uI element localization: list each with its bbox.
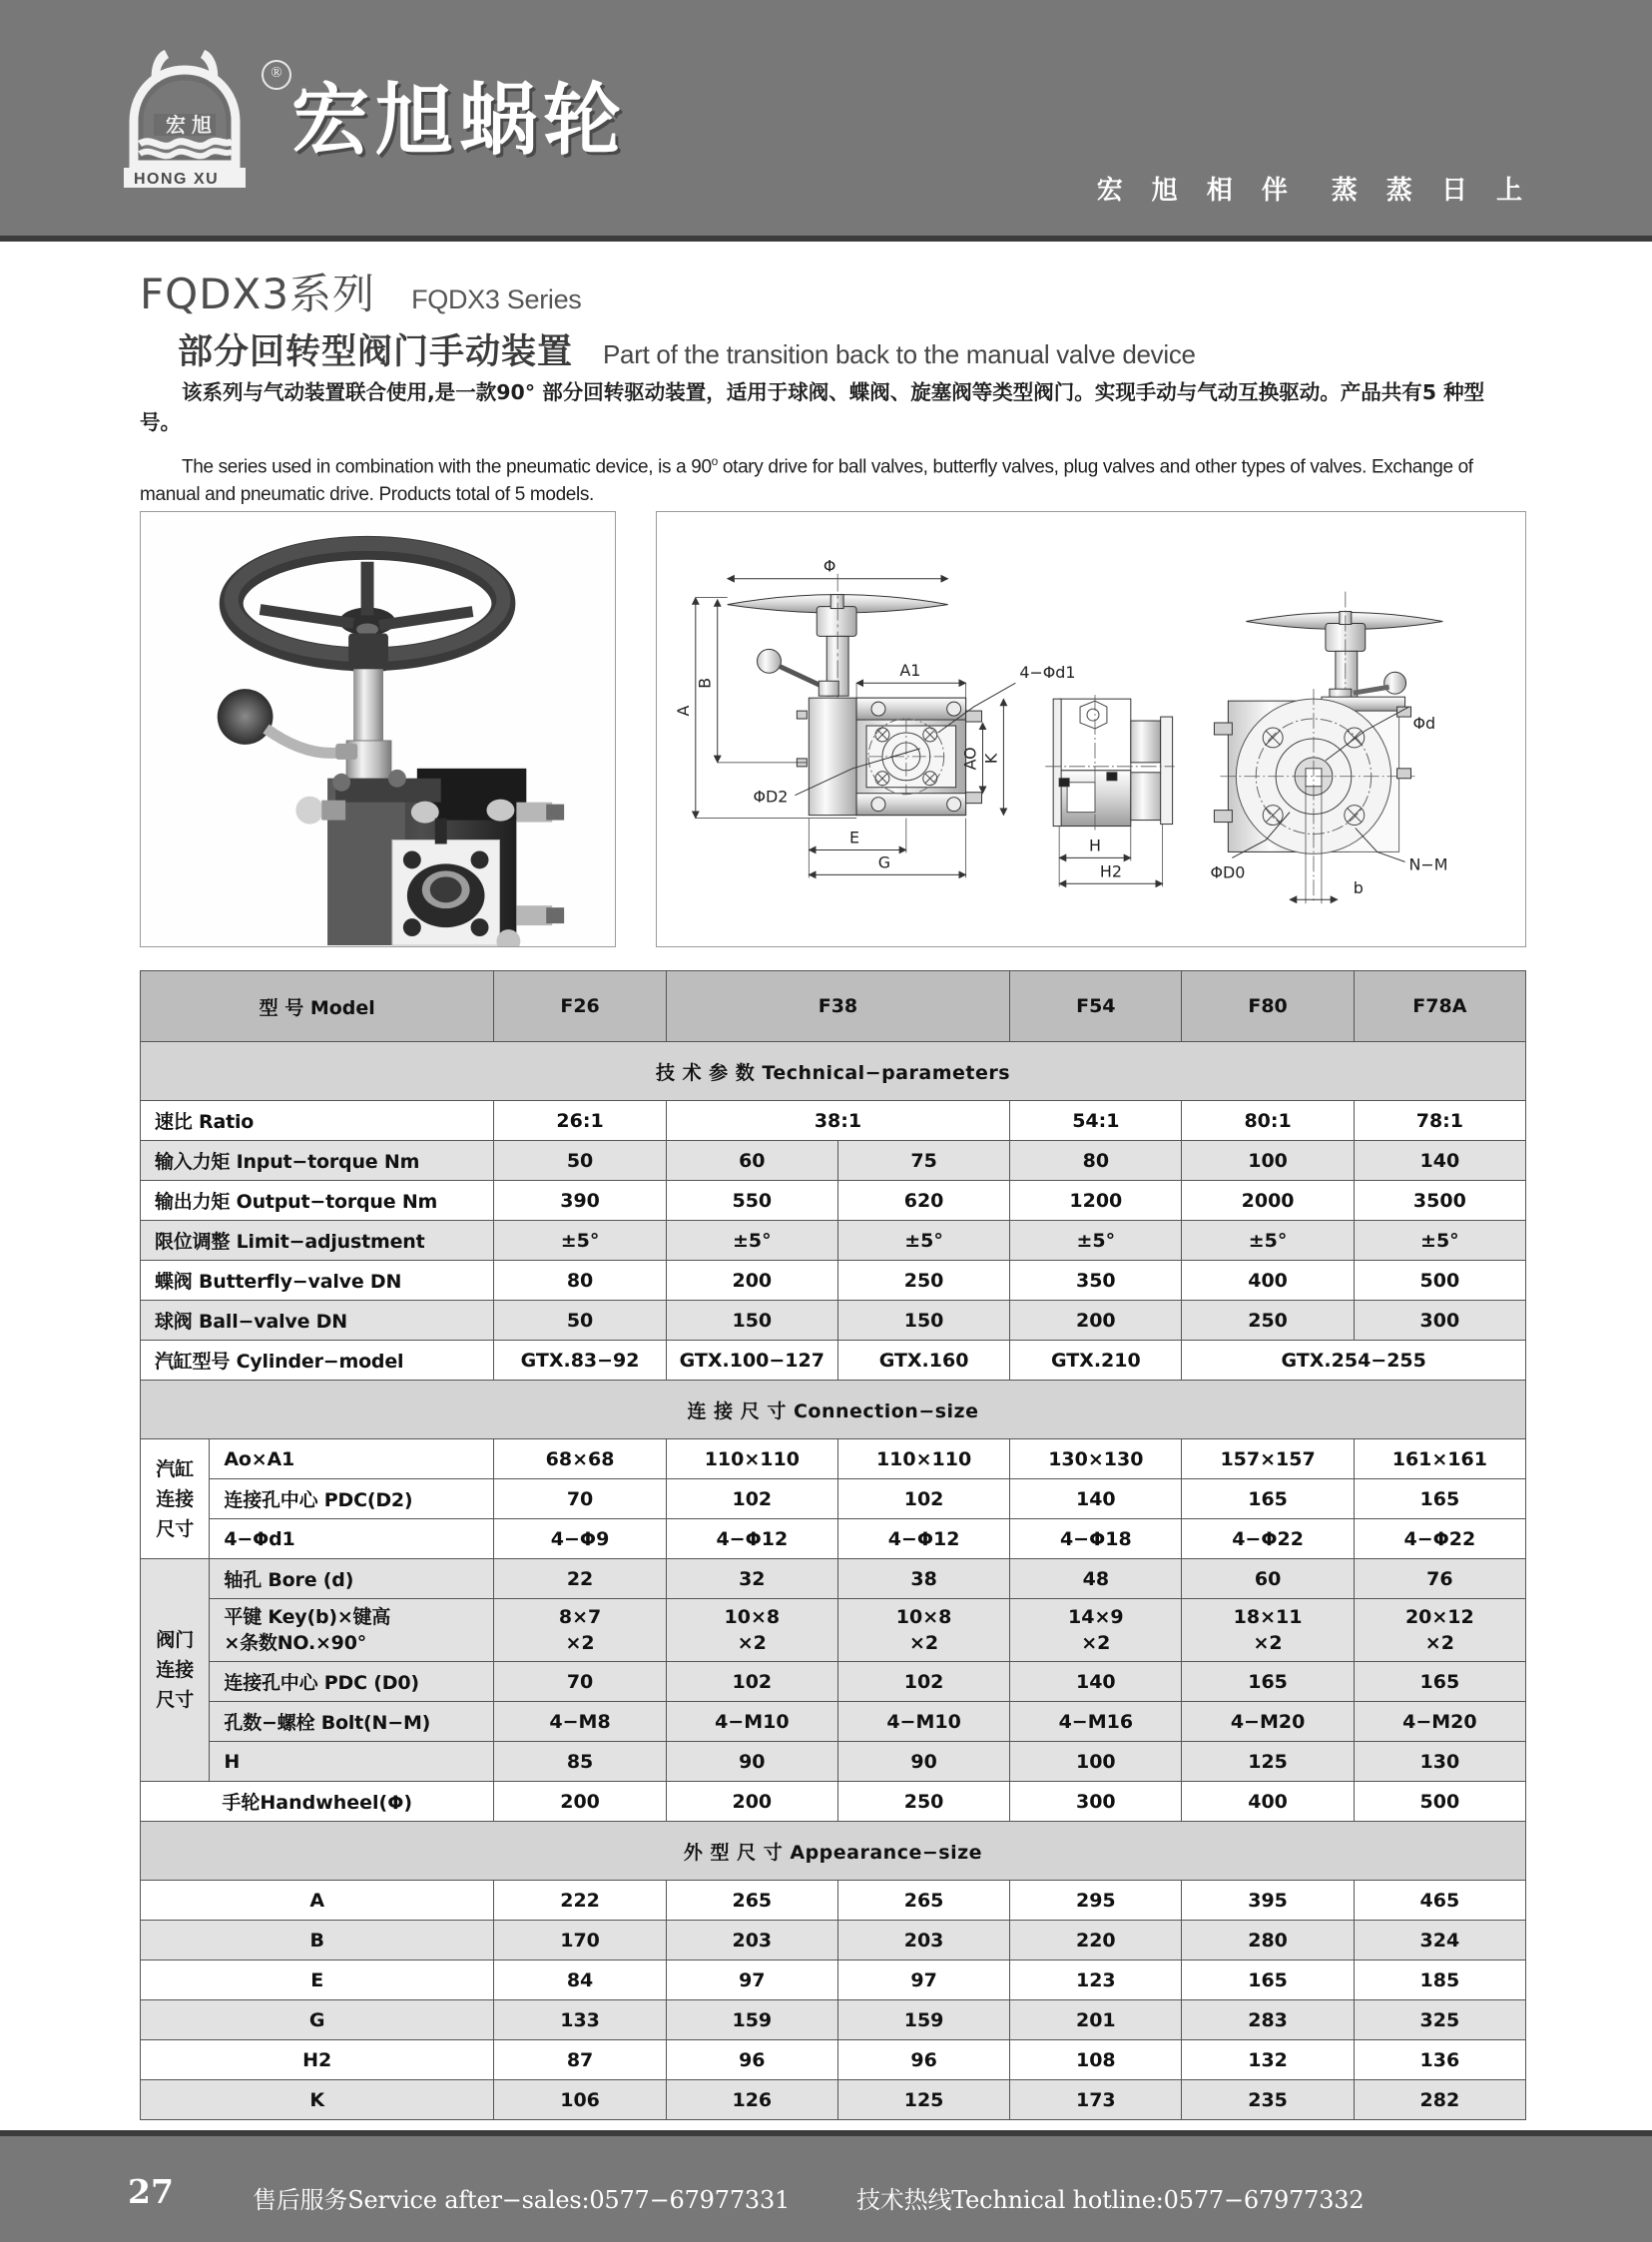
cell: 500 [1354,1261,1525,1301]
cell: 123 [1010,1961,1182,2000]
cell: 200 [666,1782,837,1822]
cell: 32 [666,1559,837,1599]
model-header-F38: F38 [666,971,1010,1042]
cell: 80:1 [1182,1101,1354,1141]
description-cn: 该系列与气动装置联合使用,是一款90° 部分回转驱动装置，适用于球阀、蝶阀、旋塞阀等类型阀门。实现手动与气动互换驱动。产品共有5 种型号。 [140,380,1485,434]
table-row [141,1141,1526,1181]
dim-label-nm: N−M [1408,854,1448,874]
degree-superscript: o [711,454,718,468]
cell: 165 [1182,1479,1354,1519]
row-label: E [141,1961,494,2000]
cell: 4−M8 [494,1702,666,1742]
company-logo [110,38,282,193]
table-row [141,1742,1526,1782]
model-header-cell: 型 号 Model [141,971,494,1042]
table-row [141,1261,1526,1301]
cell: 203 [837,1921,1009,1961]
cell: 4−Φ12 [666,1519,837,1559]
cell: 84 [494,1961,666,2000]
cell: 200 [1010,1301,1182,1341]
dim-label-phi: Φ [823,556,836,576]
cell: 295 [1010,1881,1182,1921]
table-row [141,1519,1526,1559]
table-row [141,1921,1526,1961]
dim-label-4phid1: 4−Φd1 [1019,663,1076,683]
table-row [141,2080,1526,2120]
cell: 100 [1010,1742,1182,1782]
section-connection-size: 连 接 尺 寸 Connection−size [141,1381,1526,1439]
dim-label-phid: Φd [1412,714,1436,734]
cell: 170 [494,1921,666,1961]
cell: 324 [1354,1921,1525,1961]
product-title-en: Part of the transition back to the manual valve device [603,339,1196,369]
table-row [141,2040,1526,2080]
cell: GTX.160 [837,1341,1009,1381]
cell: GTX.83−92 [494,1341,666,1381]
cell: 18×11 ×2 [1182,1599,1354,1662]
cell: 159 [837,2000,1009,2040]
cell: 78:1 [1354,1101,1525,1141]
cell: 157×157 [1182,1439,1354,1479]
cell: 4−Φ12 [837,1519,1009,1559]
cell: 265 [837,1881,1009,1921]
table-row [141,1479,1526,1519]
cell: 70 [494,1479,666,1519]
product-title-row [178,324,1196,374]
cell: 10×8 ×2 [666,1599,837,1662]
cell: 68×68 [494,1439,666,1479]
cell: 222 [494,1881,666,1921]
row-label: 球阀 Ball−valve DN [141,1301,494,1341]
cell: 165 [1182,1662,1354,1702]
page-footer [0,2130,1652,2242]
cell: 283 [1182,2000,1354,2040]
row-label: B [141,1921,494,1961]
specification-table [140,970,1526,2120]
svg-text:HONG XU: HONG XU [134,171,220,188]
cell: 50 [494,1301,666,1341]
cell: 80 [494,1261,666,1301]
row-label: 连接孔中心 PDC(D2) [210,1479,494,1519]
cell: 70 [494,1662,666,1702]
cell: GTX.100−127 [666,1341,837,1381]
cell: 4−M10 [837,1702,1009,1742]
dim-label-h2: H2 [1099,861,1122,881]
row-label-handwheel: 手轮Handwheel(Φ) [141,1782,494,1822]
cell: 395 [1182,1881,1354,1921]
cell: 400 [1182,1261,1354,1301]
slogan-left: 宏 旭 相 伴 [1096,176,1298,206]
dim-label-e: E [849,828,860,847]
cell: 400 [1182,1782,1354,1822]
after-sales-contact: 售后服务Service after−sales:0577−67977331 [253,2186,791,2214]
cell: 85 [494,1742,666,1782]
description-en-part2: otary drive for ball valves, butterfly valves, plug valves and other types of valves. [718,456,1368,478]
table-row [141,1221,1526,1261]
cell: 26:1 [494,1101,666,1141]
table-row [141,1662,1526,1702]
cell: 4−Φ22 [1354,1519,1525,1559]
model-header-F26: F26 [494,971,666,1042]
cell: 96 [837,2040,1009,2080]
cell: 110×110 [837,1439,1009,1479]
cell: 265 [666,1881,837,1921]
cell: 126 [666,2080,837,2120]
cell: 100 [1182,1141,1354,1181]
cell: 60 [1182,1559,1354,1599]
technical-drawing [657,512,1525,946]
dim-label-a: A [673,705,693,717]
cell: 4−Φ22 [1182,1519,1354,1559]
cell: 132 [1182,2040,1354,2080]
dim-label-h: H [1088,836,1101,855]
cell: 60 [666,1141,837,1181]
row-label: 孔数−螺栓 Bolt(N−M) [210,1702,494,1742]
section-appearance-size: 外 型 尺 寸 Appearance−size [141,1822,1526,1881]
cell: 130×130 [1010,1439,1182,1479]
cell: 250 [837,1782,1009,1822]
cell: 130 [1354,1742,1525,1782]
cell: ±5° [1010,1221,1182,1261]
cell: 106 [494,2080,666,2120]
page-number: 27 [128,2172,174,2211]
cell: 500 [1354,1782,1525,1822]
cell: 76 [1354,1559,1525,1599]
table-row [141,1881,1526,1921]
cell: 10×8 ×2 [837,1599,1009,1662]
cell: 280 [1182,1921,1354,1961]
cell: 325 [1354,2000,1525,2040]
dim-label-b: B [695,677,715,689]
header-slogan [1097,170,1532,207]
cell: 140 [1010,1662,1182,1702]
table-row [141,1341,1526,1381]
cell: 80 [1010,1141,1182,1181]
registered-trademark-icon: ® [262,60,291,90]
cell: 250 [1182,1301,1354,1341]
product-photo-panel [140,511,616,947]
cell: GTX.210 [1010,1341,1182,1381]
cell: 140 [1010,1479,1182,1519]
series-title-en: FQDX3 Series [411,284,582,314]
cell: 50 [494,1141,666,1181]
model-header-F80: F80 [1182,971,1354,1042]
dim-label-phid0: ΦD0 [1210,862,1246,882]
cell: 102 [666,1662,837,1702]
cell: 48 [1010,1559,1182,1599]
cell: 4−M20 [1354,1702,1525,1742]
dim-label-k: K [981,753,1001,765]
cell: 2000 [1182,1181,1354,1221]
cell: 108 [1010,2040,1182,2080]
cell: 87 [494,2040,666,2080]
section-header-appearance [141,1822,1526,1881]
row-label: 输出力矩 Output−torque Nm [141,1181,494,1221]
cell: 14×9 ×2 [1010,1599,1182,1662]
section-header-connection [141,1381,1526,1439]
row-label: H2 [141,2040,494,2080]
description-en-part1: The series used in combination with the pneumatic device, is a 90 [182,456,712,478]
cell: 4−M16 [1010,1702,1182,1742]
cell: 200 [666,1261,837,1301]
table-row [141,1702,1526,1742]
dim-label-ao: AO [960,747,980,771]
cell: 20×12 ×2 [1354,1599,1525,1662]
technical-hotline-contact: 技术热线Technical hotline:0577−67977332 [856,2186,1365,2214]
cell: 102 [666,1479,837,1519]
cell: 90 [666,1742,837,1782]
cell: 97 [837,1961,1009,2000]
cell: 102 [837,1662,1009,1702]
cell: 4−Φ18 [1010,1519,1182,1559]
cell: 465 [1354,1881,1525,1921]
brand-name: 宏旭蜗轮 [291,76,628,166]
table-row [141,1181,1526,1221]
cell: 1200 [1010,1181,1182,1221]
cell: 22 [494,1559,666,1599]
cell: 102 [837,1479,1009,1519]
model-header-F54: F54 [1010,971,1182,1042]
cell: 3500 [1354,1181,1525,1221]
cell: ±5° [1354,1221,1525,1261]
cell: 165 [1182,1961,1354,2000]
cell: 185 [1354,1961,1525,2000]
cell: 201 [1010,2000,1182,2040]
table-row [141,1301,1526,1341]
cell: 203 [666,1921,837,1961]
cell: 159 [666,2000,837,2040]
page-header [0,0,1652,242]
cell: 161×161 [1354,1439,1525,1479]
section-header-technical [141,1042,1526,1101]
cell: 150 [837,1301,1009,1341]
cell: 110×110 [666,1439,837,1479]
cell: ±5° [666,1221,837,1261]
cell: 4−M20 [1182,1702,1354,1742]
cell: 220 [1010,1921,1182,1961]
cell: 133 [494,2000,666,2040]
cell: 165 [1354,1662,1525,1702]
row-label: A [141,1881,494,1921]
section-technical-parameters: 技 术 参 数 Technical−parameters [141,1042,1526,1101]
cell: 97 [666,1961,837,2000]
technical-drawing-panel [656,511,1526,947]
row-label: 连接孔中心 PDC (D0) [210,1662,494,1702]
cell: 4−M10 [666,1702,837,1742]
hongxu-logo-icon [110,38,260,188]
product-title-cn: 部分回转型阀门手动装置 [178,332,574,372]
cell: 150 [666,1301,837,1341]
row-label: 输入力矩 Input−torque Nm [141,1141,494,1181]
table-row [141,1559,1526,1599]
cell: 140 [1354,1141,1525,1181]
cell: 75 [837,1141,1009,1181]
cell: GTX.254−255 [1182,1341,1526,1381]
row-label: H [210,1742,494,1782]
cell: 96 [666,2040,837,2080]
cell: 8×7 ×2 [494,1599,666,1662]
row-label: G [141,2000,494,2040]
cell: ±5° [1182,1221,1354,1261]
row-label: Ao×A1 [210,1439,494,1479]
cell: 173 [1010,2080,1182,2120]
cell: 38:1 [666,1101,1010,1141]
cell: 620 [837,1181,1009,1221]
cell: 38 [837,1559,1009,1599]
cell: 54:1 [1010,1101,1182,1141]
row-label: 轴孔 Bore (d) [210,1559,494,1599]
description-en-line2: Exchange of manual and pneumatic drive. Products total of 5 models. [140,456,1473,506]
product-photo [141,512,615,946]
cell: ±5° [837,1221,1009,1261]
cell: 250 [837,1261,1009,1301]
slogan-right: 蒸 蒸 日 上 [1331,176,1532,206]
table-row [141,1961,1526,2000]
cell: 125 [1182,1742,1354,1782]
table-row [141,1599,1526,1662]
cell: 4−Φ9 [494,1519,666,1559]
table-row [141,1439,1526,1479]
series-title-cn: FQDX3系列 [140,270,376,318]
cell: 550 [666,1181,837,1221]
cell: 136 [1354,2040,1525,2080]
dim-label-g: G [877,852,891,872]
dim-label-phid2: ΦD2 [753,787,789,807]
dim-label-b-small: b [1353,878,1364,898]
row-label: 平键 Key(b)×键高 ×条数NO.×90° [210,1599,494,1662]
specification-table-body [141,971,1526,2120]
dim-label-a1: A1 [899,661,921,681]
row-label: 蝶阀 Butterfly−valve DN [141,1261,494,1301]
cell: 200 [494,1782,666,1822]
row-label: 4−Φd1 [210,1519,494,1559]
table-header-row [141,971,1526,1042]
svg-text:宏: 宏 [166,113,186,137]
cell: 390 [494,1181,666,1221]
series-title-row [140,262,582,321]
description-en [140,447,1517,509]
cell: 300 [1010,1782,1182,1822]
row-label: 速比 Ratio [141,1101,494,1141]
cell: 300 [1354,1301,1525,1341]
svg-text:旭: 旭 [192,113,212,137]
cell: 350 [1010,1261,1182,1301]
cell: ±5° [494,1221,666,1261]
row-label: 限位调整 Limit−adjustment [141,1221,494,1261]
table-row [141,1101,1526,1141]
table-row [141,2000,1526,2040]
table-row [141,1782,1526,1822]
model-header-F78A: F78A [1354,971,1525,1042]
row-label: K [141,2080,494,2120]
group-label-valve: 阀门 连接 尺寸 [141,1559,210,1782]
cell: 125 [837,2080,1009,2120]
row-label: 汽缸型号 Cylinder−model [141,1341,494,1381]
cell: 282 [1354,2080,1525,2120]
cell: 235 [1182,2080,1354,2120]
cell: 90 [837,1742,1009,1782]
group-label-cylinder: 汽缸 连接 尺寸 [141,1439,210,1559]
cell: 165 [1354,1479,1525,1519]
